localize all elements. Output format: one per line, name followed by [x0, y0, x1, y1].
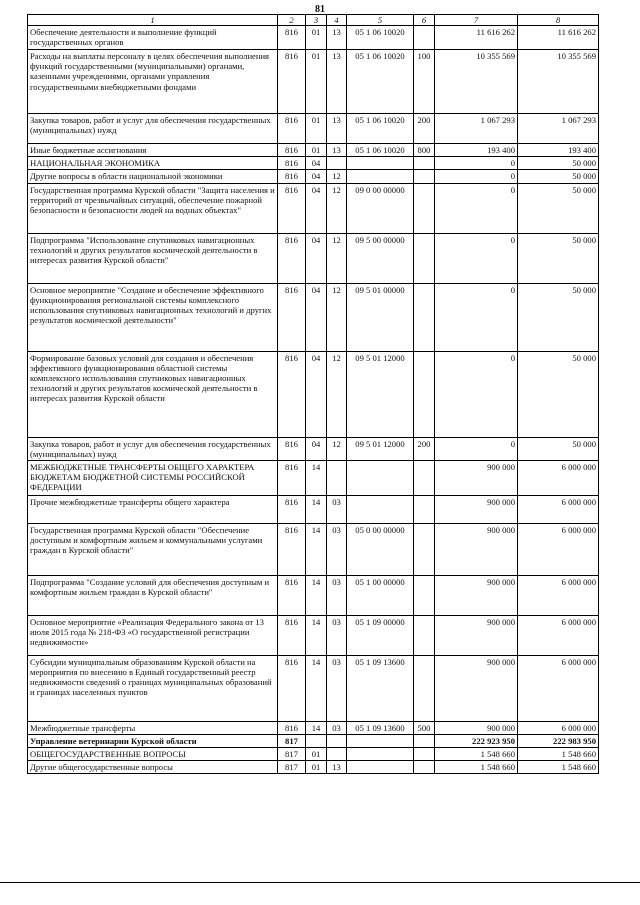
- cell-ministry: 816: [278, 523, 306, 575]
- cell-section: 01: [306, 50, 327, 114]
- cell-subsection: 03: [327, 721, 347, 734]
- cell-subsection: [327, 734, 347, 747]
- cell-amount-2021: 900 000: [435, 575, 518, 615]
- cell-target-article: 09 5 01 00000: [347, 283, 414, 351]
- cell-ministry: 816: [278, 26, 306, 50]
- cell-amount-2022: 1 548 660: [518, 761, 599, 774]
- cell-subsection: 12: [327, 170, 347, 183]
- cell-section: 01: [306, 26, 327, 50]
- cell-expense-type: 200: [414, 437, 435, 460]
- cell-amount-2021: 900 000: [435, 460, 518, 495]
- cell-section: 01: [306, 748, 327, 761]
- cell-ministry: 816: [278, 615, 306, 655]
- cell-name: Другие вопросы в области национальной экономики: [28, 170, 278, 183]
- cell-amount-2022: 50 000: [518, 170, 599, 183]
- cell-subsection: 13: [327, 144, 347, 157]
- table-row: [28, 721, 599, 734]
- cell-subsection: 13: [327, 26, 347, 50]
- cell-subsection: [327, 460, 347, 495]
- cell-expense-type: [414, 26, 435, 50]
- cell-name: Государственная программа Курской области "Обеспечение доступным и комфортным жильем и коммунальными услугами граждан в Курской области": [28, 523, 278, 575]
- cell-ministry: 816: [278, 144, 306, 157]
- table-row: [28, 157, 599, 170]
- cell-section: 14: [306, 721, 327, 734]
- cell-name: Государственная программа Курской области "Защита населения и территорий от чрезвычайных ситуаций, обеспечение пожарной безопасности и безопасности людей на водных объектах": [28, 183, 278, 233]
- cell-expense-type: [414, 748, 435, 761]
- cell-amount-2022: 50 000: [518, 157, 599, 170]
- cell-target-article: 09 5 00 00000: [347, 233, 414, 283]
- cell-amount-2021: 900 000: [435, 495, 518, 523]
- cell-ministry: 816: [278, 233, 306, 283]
- cell-ministry: 816: [278, 460, 306, 495]
- table-row: [28, 183, 599, 233]
- cell-target-article: 05 1 00 00000: [347, 575, 414, 615]
- cell-amount-2022: 193 400: [518, 144, 599, 157]
- cell-target-article: 05 1 09 00000: [347, 615, 414, 655]
- cell-ministry: 816: [278, 721, 306, 734]
- cell-name: Прочие межбюджетные трансферты общего характера: [28, 495, 278, 523]
- cell-subsection: 12: [327, 351, 347, 437]
- cell-name: Основное мероприятие «Реализация Федерального закона от 13 июля 2015 года № 218-ФЗ «О государственной регистрации недвижимости»: [28, 615, 278, 655]
- cell-expense-type: [414, 183, 435, 233]
- cell-expense-type: [414, 170, 435, 183]
- cell-amount-2021: 0: [435, 283, 518, 351]
- table-row: [28, 748, 599, 761]
- cell-name: Формирование базовых условий для создания и обеспечения эффективного функционирования областной системы комплексного использования спутниковых навигационных технологий и других результатов космической деятельности в интересах развития Курской области: [28, 351, 278, 437]
- cell-amount-2022: 50 000: [518, 233, 599, 283]
- cell-name: Другие общегосударственные вопросы: [28, 761, 278, 774]
- table-row: [28, 460, 599, 495]
- cell-section: 14: [306, 460, 327, 495]
- cell-expense-type: [414, 761, 435, 774]
- cell-target-article: 05 1 09 13600: [347, 655, 414, 721]
- table-row: [28, 170, 599, 183]
- cell-subsection: 12: [327, 183, 347, 233]
- cell-expense-type: [414, 655, 435, 721]
- table-row: [28, 761, 599, 774]
- cell-name: Подпрограмма "Использование спутниковых навигационных технологий и других результатов космической деятельности в интересах развития Курской области": [28, 233, 278, 283]
- cell-expense-type: [414, 157, 435, 170]
- cell-ministry: 817: [278, 734, 306, 747]
- cell-name: Закупка товаров, работ и услуг для обеспечения государственных (муниципальных) нужд: [28, 114, 278, 144]
- cell-subsection: 03: [327, 655, 347, 721]
- cell-section: 01: [306, 114, 327, 144]
- cell-amount-2022: 50 000: [518, 183, 599, 233]
- cell-section: 04: [306, 157, 327, 170]
- cell-amount-2021: 1 548 660: [435, 748, 518, 761]
- cell-target-article: 05 1 06 10020: [347, 144, 414, 157]
- cell-amount-2021: 10 355 569: [435, 50, 518, 114]
- cell-section: 04: [306, 183, 327, 233]
- cell-section: 04: [306, 351, 327, 437]
- cell-amount-2021: 0: [435, 157, 518, 170]
- cell-name: Иные бюджетные ассигнования: [28, 144, 278, 157]
- table-row: [28, 233, 599, 283]
- cell-amount-2022: 6 000 000: [518, 615, 599, 655]
- cell-section: [306, 734, 327, 747]
- cell-subsection: 13: [327, 761, 347, 774]
- cell-section: 14: [306, 655, 327, 721]
- table-row: [28, 734, 599, 747]
- cell-name: Межбюджетные трансферты: [28, 721, 278, 734]
- cell-subsection: 03: [327, 615, 347, 655]
- cell-expense-type: [414, 615, 435, 655]
- cell-amount-2022: 222 983 950: [518, 734, 599, 747]
- cell-ministry: 816: [278, 170, 306, 183]
- cell-target-article: 05 1 06 10020: [347, 114, 414, 144]
- cell-amount-2021: 222 923 950: [435, 734, 518, 747]
- cell-expense-type: [414, 351, 435, 437]
- cell-amount-2022: 6 000 000: [518, 523, 599, 575]
- cell-amount-2022: 1 548 660: [518, 748, 599, 761]
- cell-amount-2022: 6 000 000: [518, 460, 599, 495]
- table-row: [28, 495, 599, 523]
- cell-amount-2022: 50 000: [518, 283, 599, 351]
- cell-ministry: 816: [278, 183, 306, 233]
- cell-amount-2022: 10 355 569: [518, 50, 599, 114]
- cell-name: Субсидии муниципальным образованиям Курской области на мероприятия по внесению в Единый государственный реестр недвижимости сведений о границах муниципальных образований и границах населенных пунктов: [28, 655, 278, 721]
- cell-name: Расходы на выплаты персоналу в целях обеспечения выполнения функций государственными (муниципальными) органами, казенными учреждениями, органами управления государственными внебюджетными фондами: [28, 50, 278, 114]
- cell-ministry: 816: [278, 50, 306, 114]
- budget-table: [27, 14, 599, 774]
- cell-amount-2022: 6 000 000: [518, 575, 599, 615]
- cell-amount-2022: 6 000 000: [518, 495, 599, 523]
- table-row: [28, 114, 599, 144]
- cell-subsection: [327, 157, 347, 170]
- cell-amount-2021: 900 000: [435, 523, 518, 575]
- cell-amount-2021: 0: [435, 233, 518, 283]
- cell-subsection: 13: [327, 114, 347, 144]
- cell-section: 14: [306, 495, 327, 523]
- table-row: [28, 523, 599, 575]
- cell-ministry: 816: [278, 283, 306, 351]
- cell-amount-2021: 900 000: [435, 655, 518, 721]
- cell-target-article: [347, 748, 414, 761]
- column-header: 1: [28, 15, 278, 26]
- cell-section: 14: [306, 575, 327, 615]
- cell-ministry: 816: [278, 157, 306, 170]
- cell-name: НАЦИОНАЛЬНАЯ ЭКОНОМИКА: [28, 157, 278, 170]
- cell-amount-2022: 1 067 293: [518, 114, 599, 144]
- cell-name: Закупка товаров, работ и услуг для обеспечения государственных (муниципальных) нужд: [28, 437, 278, 460]
- cell-target-article: [347, 460, 414, 495]
- cell-amount-2022: 11 616 262: [518, 26, 599, 50]
- cell-amount-2021: 11 616 262: [435, 26, 518, 50]
- cell-section: 01: [306, 144, 327, 157]
- cell-subsection: [327, 748, 347, 761]
- cell-target-article: [347, 170, 414, 183]
- cell-expense-type: 200: [414, 114, 435, 144]
- header-row: [28, 15, 599, 26]
- cell-ministry: 817: [278, 761, 306, 774]
- cell-section: 04: [306, 437, 327, 460]
- cell-expense-type: [414, 460, 435, 495]
- cell-section: 04: [306, 283, 327, 351]
- cell-target-article: 09 5 01 12000: [347, 351, 414, 437]
- cell-ministry: 816: [278, 351, 306, 437]
- cell-target-article: 05 1 06 10020: [347, 50, 414, 114]
- cell-amount-2021: 0: [435, 437, 518, 460]
- cell-name: Управление ветеринарии Курской области: [28, 734, 278, 747]
- table-row: [28, 283, 599, 351]
- bottom-rule: [0, 882, 640, 883]
- cell-amount-2021: 0: [435, 183, 518, 233]
- table-row: [28, 437, 599, 460]
- cell-ministry: 816: [278, 495, 306, 523]
- cell-amount-2022: 6 000 000: [518, 721, 599, 734]
- cell-expense-type: 500: [414, 721, 435, 734]
- column-header: 3: [306, 15, 327, 26]
- cell-ministry: 816: [278, 655, 306, 721]
- cell-amount-2022: 6 000 000: [518, 655, 599, 721]
- cell-section: 01: [306, 761, 327, 774]
- cell-expense-type: [414, 283, 435, 351]
- table-row: [28, 50, 599, 114]
- table-row: [28, 655, 599, 721]
- table-row: [28, 351, 599, 437]
- cell-expense-type: 800: [414, 144, 435, 157]
- cell-section: 14: [306, 615, 327, 655]
- cell-ministry: 816: [278, 575, 306, 615]
- column-header: 2: [278, 15, 306, 26]
- column-header: 5: [347, 15, 414, 26]
- cell-target-article: [347, 495, 414, 523]
- cell-target-article: 05 1 09 13600: [347, 721, 414, 734]
- cell-subsection: 03: [327, 523, 347, 575]
- cell-name: Основное мероприятие "Создание и обеспечение эффективного функционирования региональной системы комплексного использования спутниковых навигационных технологий и других результатов космической деятельности": [28, 283, 278, 351]
- cell-expense-type: [414, 523, 435, 575]
- cell-amount-2021: 0: [435, 351, 518, 437]
- cell-target-article: 05 0 00 00000: [347, 523, 414, 575]
- cell-amount-2021: 1 548 660: [435, 761, 518, 774]
- cell-section: 14: [306, 523, 327, 575]
- cell-target-article: [347, 761, 414, 774]
- table-row: [28, 575, 599, 615]
- cell-ministry: 817: [278, 748, 306, 761]
- cell-expense-type: [414, 575, 435, 615]
- cell-target-article: [347, 734, 414, 747]
- table-row: [28, 26, 599, 50]
- cell-subsection: 03: [327, 575, 347, 615]
- cell-amount-2021: 1 067 293: [435, 114, 518, 144]
- cell-name: Подпрограмма "Создание условий для обеспечения доступным и комфортным жильем граждан в Курской области": [28, 575, 278, 615]
- cell-target-article: [347, 157, 414, 170]
- column-header: 7: [435, 15, 518, 26]
- cell-subsection: 03: [327, 495, 347, 523]
- cell-subsection: 12: [327, 233, 347, 283]
- cell-subsection: 12: [327, 437, 347, 460]
- cell-target-article: 09 0 00 00000: [347, 183, 414, 233]
- cell-target-article: 05 1 06 10020: [347, 26, 414, 50]
- column-header: 6: [414, 15, 435, 26]
- cell-name: ОБЩЕГОСУДАРСТВЕННЫЕ ВОПРОСЫ: [28, 748, 278, 761]
- cell-name: МЕЖБЮДЖЕТНЫЕ ТРАНСФЕРТЫ ОБЩЕГО ХАРАКТЕРА БЮДЖЕТАМ БЮДЖЕТНОЙ СИСТЕМЫ РОССИЙСКОЙ ФЕДЕРАЦИИ: [28, 460, 278, 495]
- cell-amount-2022: 50 000: [518, 351, 599, 437]
- cell-ministry: 816: [278, 114, 306, 144]
- cell-expense-type: 100: [414, 50, 435, 114]
- cell-amount-2022: 50 000: [518, 437, 599, 460]
- table-row: [28, 615, 599, 655]
- cell-section: 04: [306, 170, 327, 183]
- table-body: [28, 26, 599, 774]
- cell-expense-type: [414, 495, 435, 523]
- cell-target-article: 09 5 01 12000: [347, 437, 414, 460]
- cell-subsection: 13: [327, 50, 347, 114]
- cell-amount-2021: 900 000: [435, 721, 518, 734]
- cell-ministry: 816: [278, 437, 306, 460]
- cell-section: 04: [306, 233, 327, 283]
- cell-subsection: 12: [327, 283, 347, 351]
- cell-expense-type: [414, 233, 435, 283]
- table-row: [28, 144, 599, 157]
- cell-expense-type: [414, 734, 435, 747]
- column-header: 4: [327, 15, 347, 26]
- cell-amount-2021: 900 000: [435, 615, 518, 655]
- cell-amount-2021: 193 400: [435, 144, 518, 157]
- column-header: 8: [518, 15, 599, 26]
- cell-amount-2021: 0: [435, 170, 518, 183]
- cell-name: Обеспечение деятельности и выполнение функций государственных органов: [28, 26, 278, 50]
- page-number: 81: [315, 4, 325, 15]
